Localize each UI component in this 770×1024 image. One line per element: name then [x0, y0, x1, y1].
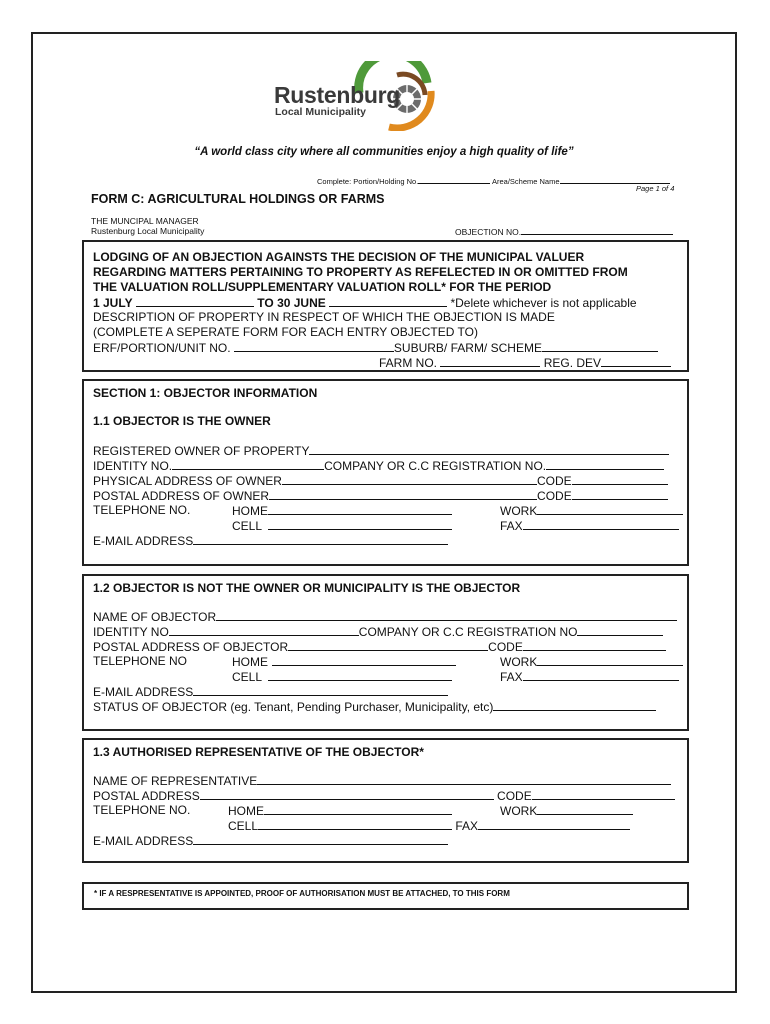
- lodging-line-3: THE VALUATION ROLL/SUPPLEMENTARY VALUATION ROLL* FOR THE PERIOD: [93, 280, 552, 294]
- objector-fax-field[interactable]: [523, 669, 679, 681]
- representative-fax-field[interactable]: [478, 818, 630, 830]
- area-scheme-label: Area/Scheme Name: [491, 177, 560, 186]
- objector-status-label: STATUS OF OBJECTOR (eg. Tenant, Pending Purchaser, Municipality, etc): [93, 700, 494, 714]
- home-label: HOME: [232, 504, 268, 518]
- objector-name-field[interactable]: [216, 609, 677, 621]
- representative-fax-label: FAX: [455, 819, 479, 833]
- registered-owner-label: REGISTERED OWNER OF PROPERTY: [93, 444, 310, 458]
- representative-name-field[interactable]: [257, 773, 671, 785]
- delete-note: *Delete whichever is not applicable: [450, 296, 637, 310]
- objector-identity-label: IDENTITY NO: [93, 625, 169, 639]
- objector-home-field[interactable]: [272, 654, 456, 666]
- farm-label: FARM NO.: [379, 356, 438, 370]
- company-reg-field[interactable]: [546, 458, 664, 470]
- postal-address-label: POSTAL ADDRESS OF OWNER: [93, 489, 270, 503]
- objector-code-label: CODE: [488, 640, 523, 654]
- description-line-2: (COMPLETE A SEPERATE FORM FOR EACH ENTRY OBJECTED TO): [93, 325, 478, 339]
- period-from-label: 1 JULY: [93, 296, 133, 310]
- postal-code-field[interactable]: [572, 488, 668, 500]
- erf-label: ERF/PORTION/UNIT NO.: [93, 341, 231, 355]
- section-1-box: [82, 379, 689, 566]
- objector-postal-field[interactable]: [288, 639, 488, 651]
- objector-company-field[interactable]: [577, 624, 663, 636]
- period-to-field[interactable]: [329, 295, 447, 307]
- representative-name-label: NAME OF REPRESENTATIVE: [93, 774, 258, 788]
- physical-code-field[interactable]: [572, 473, 668, 485]
- representative-work-field[interactable]: [537, 803, 633, 815]
- representative-cell-label: CELL: [228, 819, 259, 833]
- section-1-title: SECTION 1: OBJECTOR INFORMATION: [93, 386, 318, 400]
- objector-code-field[interactable]: [523, 639, 666, 651]
- representative-postal-label: POSTAL ADDRESS: [93, 789, 200, 803]
- representative-work-label: WORK: [500, 804, 538, 818]
- objector-cell-label: CELL: [232, 670, 263, 684]
- objection-number-field[interactable]: [455, 226, 673, 237]
- objection-number-label: OBJECTION NO.: [455, 227, 522, 237]
- suburb-field[interactable]: [542, 340, 658, 352]
- objector-work-field[interactable]: [537, 654, 683, 666]
- identity-field[interactable]: [172, 458, 324, 470]
- work-label: WORK: [500, 504, 538, 518]
- objector-postal-label: POSTAL ADDRESS OF OBJECTOR: [93, 640, 289, 654]
- representative-telephone-label: TELEPHONE NO.: [93, 803, 191, 817]
- telephone-label: TELEPHONE NO.: [93, 503, 191, 517]
- form-page: [31, 32, 737, 993]
- section-1-2-title: 1.2 OBJECTOR IS NOT THE OWNER OR MUNICIPALITY IS THE OBJECTOR: [93, 581, 521, 595]
- fax-field[interactable]: [523, 518, 679, 530]
- identity-label: IDENTITY NO.: [93, 459, 173, 473]
- suburb-label: SUBURB/ FARM/ SCHEME: [393, 341, 542, 355]
- objector-company-label: COMPANY OR C.C REGISTRATION NO: [358, 625, 578, 639]
- lodging-box: [82, 240, 689, 372]
- addressee-line-1: THE MUNCIPAL MANAGER: [91, 216, 199, 226]
- representative-home-label: HOME: [228, 804, 264, 818]
- home-phone-field[interactable]: [268, 503, 452, 515]
- complete-portion-label: Complete: Portion/Holding No.: [317, 177, 419, 186]
- postal-address-field[interactable]: [269, 488, 537, 500]
- farm-field[interactable]: [440, 355, 540, 367]
- representative-email-label: E-MAIL ADDRESS: [93, 834, 194, 848]
- period-from-field[interactable]: [136, 295, 254, 307]
- page-number: Page 1 of 4: [636, 184, 675, 193]
- lodging-line-2: REGARDING MATTERS PERTAINING TO PROPERTY AS REFELECTED IN OR OMITTED FROM: [93, 265, 628, 279]
- logo-subtitle: Local Municipality: [275, 106, 367, 118]
- email-field[interactable]: [193, 533, 448, 545]
- regdev-field[interactable]: [601, 355, 671, 367]
- footnote-box: [82, 882, 689, 910]
- municipality-logo: [274, 64, 444, 134]
- section-1-3-title: 1.3 AUTHORISED REPRESENTATIVE OF THE OBJECTOR*: [93, 745, 424, 759]
- physical-code-label: CODE: [536, 474, 572, 488]
- section-1-1-title: 1.1 OBJECTOR IS THE OWNER: [93, 414, 271, 428]
- addressee-line-2: Rustenburg Local Municipality: [91, 226, 205, 236]
- representative-code-field[interactable]: [532, 788, 675, 800]
- form-title: FORM C: AGRICULTURAL HOLDINGS OR FARMS: [91, 192, 385, 206]
- objector-status-field[interactable]: [493, 699, 656, 711]
- company-reg-label: COMPANY OR C.C REGISTRATION NO.: [324, 459, 547, 473]
- period-row: [93, 295, 637, 311]
- farm-row: [379, 355, 671, 371]
- section-1-2-box: [82, 574, 689, 731]
- complete-portion-field[interactable]: [317, 176, 670, 186]
- regdev-label: REG. DEV: [543, 356, 602, 370]
- cell-label: CELL: [232, 519, 263, 533]
- objector-email-label: E-MAIL ADDRESS: [93, 685, 194, 699]
- period-to-label: TO 30 JUNE: [257, 296, 326, 310]
- objector-work-label: WORK: [500, 655, 538, 669]
- representative-home-field[interactable]: [264, 803, 452, 815]
- motto: “A world class city where all communities enjoy a high quality of life”: [194, 146, 574, 158]
- objector-telephone-label: TELEPHONE NO: [93, 654, 188, 668]
- physical-address-label: PHYSICAL ADDRESS OF OWNER: [93, 474, 282, 488]
- registered-owner-field[interactable]: [309, 443, 669, 455]
- objector-name-label: NAME OF OBJECTOR: [93, 610, 217, 624]
- description-line-1: DESCRIPTION OF PROPERTY IN RESPECT OF WHICH THE OBJECTION IS MADE: [93, 310, 555, 324]
- section-1-3-box: [82, 738, 689, 863]
- representative-postal-field[interactable]: [200, 788, 494, 800]
- email-label: E-MAIL ADDRESS: [93, 534, 194, 548]
- erf-field[interactable]: [234, 340, 394, 352]
- representative-email-field[interactable]: [193, 833, 448, 845]
- objector-identity-field[interactable]: [169, 624, 359, 636]
- lodging-line-1: LODGING OF AN OBJECTION AGAINSTS THE DECISION OF THE MUNICIPAL VALUER: [93, 250, 585, 264]
- authorisation-footnote: * IF A RESPRESENTATIVE IS APPOINTED, PROOF OF AUTHORISATION MUST BE ATTACHED, TO THIS FORM: [94, 889, 510, 898]
- objector-home-label: HOME: [232, 655, 268, 669]
- physical-address-field[interactable]: [282, 473, 537, 485]
- objector-email-field[interactable]: [193, 684, 448, 696]
- postal-code-label: CODE: [537, 489, 572, 503]
- objector-cell-field[interactable]: [268, 669, 452, 681]
- representative-cell-field[interactable]: [258, 818, 452, 830]
- erf-row: [93, 340, 658, 356]
- logo-name: Rustenburg: [274, 82, 401, 108]
- work-phone-field[interactable]: [537, 503, 683, 515]
- objector-fax-label: FAX: [500, 670, 523, 684]
- representative-code-label: CODE: [497, 789, 532, 803]
- cell-phone-field[interactable]: [268, 518, 452, 530]
- fax-label: FAX: [500, 519, 523, 533]
